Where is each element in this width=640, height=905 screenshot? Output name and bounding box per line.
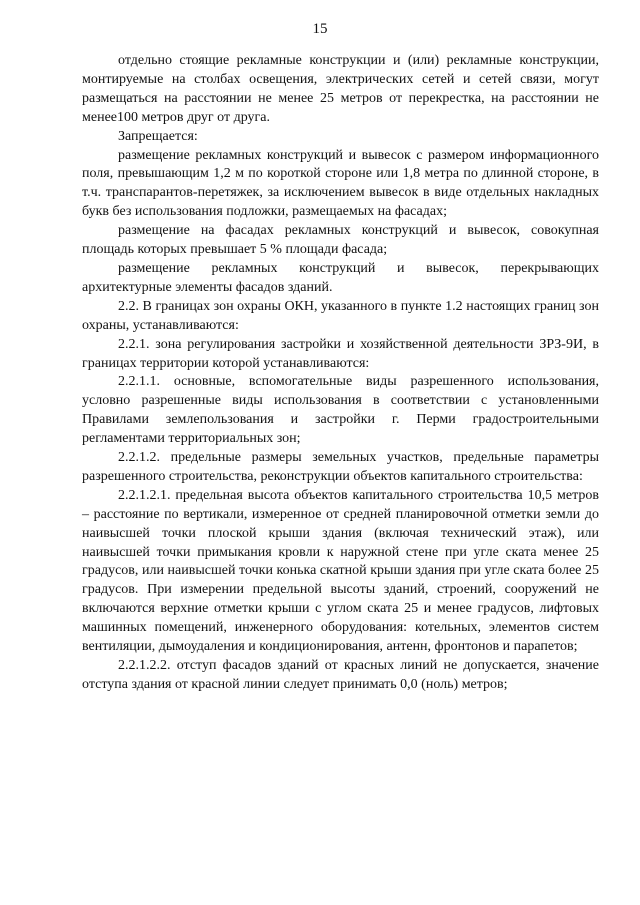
- paragraph-section-2-2-1-2: 2.2.1.2. предельные размеры земельных участков, предельные параметры разрешенного строительства, реконструкции объектов капитального строительства:: [82, 450, 599, 484]
- paragraph-prohibited-heading: Запрещается:: [118, 128, 198, 144]
- paragraph-section-2-2-1-1: 2.2.1.1. основные, вспомогательные виды разрешенного использования, условно разрешенные виды использования в соответствии с установленными Правилами землепользования и застройки г. Перми градостроительными регламентами территориальных зон;: [82, 374, 599, 447]
- paragraph-section-2-2: 2.2. В границах зон охраны ОКН, указанного в пункте 1.2 настоящих границ зон охраны, устанавливаются:: [82, 298, 599, 333]
- page-number: 15: [312, 21, 328, 37]
- paragraph-prohibited-overlap: размещение рекламных конструкций и вывесок, перекрывающих архитектурные элементы фасадов зданий.: [82, 260, 599, 295]
- paragraph-prohibited-size: размещение рекламных конструкций и вывесок с размером информационного поля, превышающим 1,2 м по короткой стороне или 1,8 метра по длинной стороне, в т.ч. транспарантов-перетяжек, за исключением вывесок в виде отдельных накладных букв без использования подложки, размещаемых на фасадах;: [82, 147, 599, 220]
- paragraph-advertising-structures-distance: отдельно стоящие рекламные конструкции и (или) рекламные конструкции, монтируемые на столбах освещения, электрических сетей и сетей связи, могут размещаться на расстоянии не менее 25 метров от перекрестка, на расстоянии не менее100 метров друг от друга.: [82, 53, 599, 125]
- paragraph-section-2-2-1-2-2: 2.2.1.2.2. отступ фасадов зданий от красных линий не допускается, значение отступа здания от красной линии следует принимать 0,0 (ноль) метров;: [82, 658, 599, 692]
- paragraph-section-2-2-1-2-1: 2.2.1.2.1. предельная высота объектов капитального строительства 10,5 метров – расстояние по вертикали, измеренное от средней планировочной отметки земли до наивысшей точки плоской крыши здания (включая технический этаж), или наивысшей точки примыкания кровли к наружной стене при угле ската менее 25 градусов, или наивысшей точки конька скатной крыши здания при угле ската более 25 градусов. При измерении предельной высоты зданий, строений, сооружений не включаются верхние отметки крыши с углом ската 25 и менее градусов, лифтовых машинных помещений, инженерного оборудования: котельных, элементов систем вентиляции, дымоудаления и кондиционирования, антенн, фронтонов и парапетов;: [82, 487, 599, 655]
- paragraph-section-2-2-1: 2.2.1. зона регулирования застройки и хозяйственной деятельности ЗРЗ-9И, в границах территории которой устанавливаются:: [82, 336, 599, 371]
- paragraph-prohibited-facade-area: размещение на фасадах рекламных конструкций и вывесок, совокупная площадь которых превышает 5 % площади фасада;: [82, 223, 599, 258]
- body-text: [82, 52, 599, 695]
